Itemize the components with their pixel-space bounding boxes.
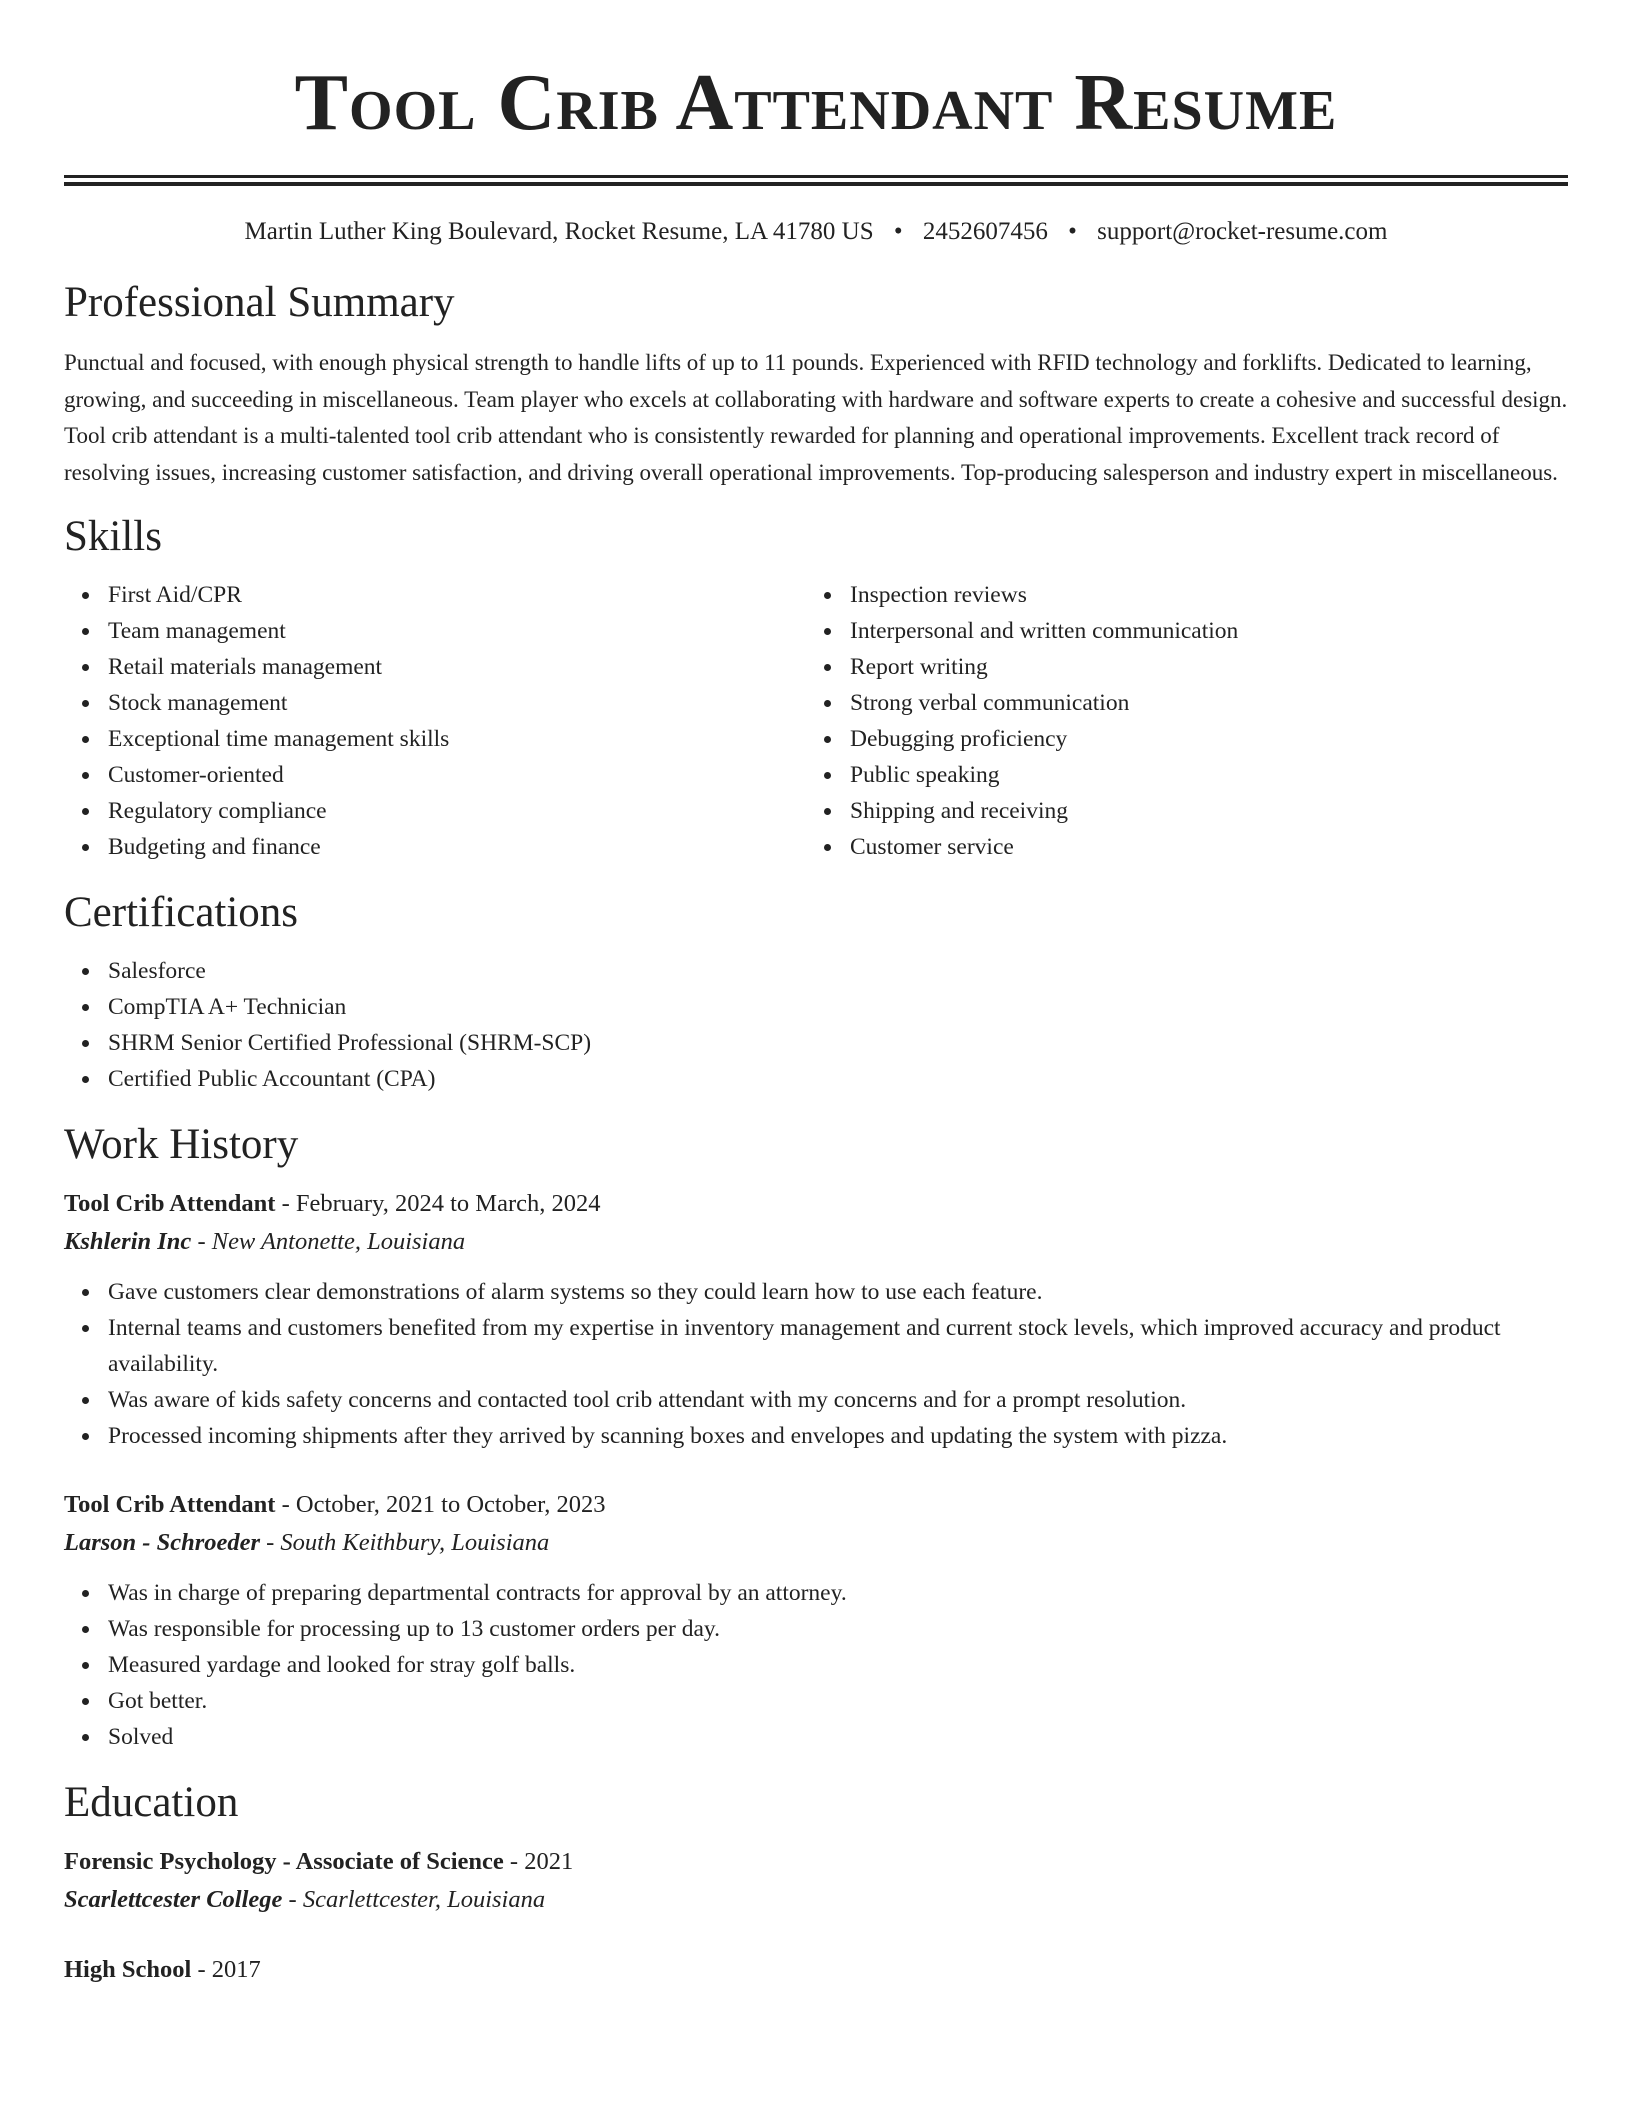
- employer-name: Kshlerin Inc: [64, 1228, 192, 1255]
- job-bullet: Internal teams and customers benefited from my expertise in inventory management and current stock levels, which improved accuracy and product availability.: [64, 1310, 1568, 1382]
- certification-item: CompTIA A+ Technician: [64, 989, 1568, 1025]
- summary-text: Punctual and focused, with enough physical strength to handle lifts of up to 11 pounds. Experienced with RFID technology and forklifts. Dedicated to learning, growing, and succeeding in miscellaneous. Team player who excels at collaborating with hardware and software experts to create a cohesive and successful design. Tool crib attendant is a multi-talented tool crib attendant who is consistently rewarded for planning and operational improvements. Excellent track record of resolving issues, increasing customer satisfaction, and driving overall operational improvements. Top-producing salesperson and industry expert in miscellaneous.: [64, 350, 1568, 485]
- degree-line: [64, 1951, 1568, 1989]
- certification-item: Salesforce: [64, 953, 1568, 989]
- job-bullet: Was aware of kids safety concerns and contacted tool crib attendant with my concerns and for a prompt resolution.: [64, 1382, 1568, 1418]
- degree-name: Forensic Psychology - Associate of Science: [64, 1848, 504, 1875]
- job-dates: - February, 2024 to March, 2024: [275, 1190, 601, 1217]
- employer-location: - South Keithbury, Louisiana: [260, 1529, 550, 1556]
- contact-phone: 2452607456: [922, 218, 1048, 245]
- employer-line: [64, 1223, 1568, 1261]
- job-title: Tool Crib Attendant: [64, 1190, 276, 1217]
- summary-heading: Professional Summary: [64, 279, 455, 326]
- certifications-heading: Certifications: [64, 889, 299, 936]
- degree-year: - 2021: [503, 1848, 574, 1875]
- skill-item: Strong verbal communication: [806, 685, 1548, 721]
- school-name: Scarlettcester College: [64, 1886, 283, 1913]
- certification-item: SHRM Senior Certified Professional (SHRM-SCP): [64, 1025, 1568, 1061]
- certifications-list: [64, 953, 1568, 1097]
- school-location: - Scarlettcester, Louisiana: [282, 1886, 546, 1913]
- job-bullet: Measured yardage and looked for stray golf balls.: [64, 1647, 1568, 1683]
- skills-grid: [64, 577, 1568, 865]
- skill-item: Regulatory compliance: [64, 793, 806, 829]
- skill-item: Budgeting and finance: [64, 829, 806, 865]
- job-bullet: Was in charge of preparing departmental contracts for approval by an attorney.: [64, 1575, 1568, 1611]
- job-bullet: Processed incoming shipments after they arrived by scanning boxes and envelopes and updating the system with pizza.: [64, 1418, 1568, 1454]
- employer-line: [64, 1524, 1568, 1562]
- job-bullets: [64, 1274, 1568, 1454]
- skills-list-right: [806, 577, 1548, 865]
- skill-item: Stock management: [64, 685, 806, 721]
- contact-separator: •: [1068, 218, 1077, 245]
- work-history-heading: Work History: [64, 1121, 299, 1168]
- education-entry: [64, 1951, 1568, 1989]
- job-bullets: [64, 1575, 1568, 1755]
- skills-list-left: [64, 577, 806, 865]
- job-bullet: Gave customers clear demonstrations of alarm systems so they could learn how to use each feature.: [64, 1274, 1568, 1310]
- school-line: [64, 1881, 1568, 1919]
- job-title-line: [64, 1486, 1568, 1524]
- skill-item: First Aid/CPR: [64, 577, 806, 613]
- education-entry: [64, 1843, 1568, 1919]
- degree-line: [64, 1843, 1568, 1881]
- job-bullet: Got better.: [64, 1683, 1568, 1719]
- skill-item: Retail materials management: [64, 649, 806, 685]
- skill-item: Customer-oriented: [64, 757, 806, 793]
- job-title: Tool Crib Attendant: [64, 1491, 276, 1518]
- skill-item: Inspection reviews: [806, 577, 1548, 613]
- skill-item: Shipping and receiving: [806, 793, 1548, 829]
- resume-title: Tool Crib Attendant Resume: [294, 59, 1338, 147]
- contact-line: [64, 216, 1568, 248]
- skill-item: Customer service: [806, 829, 1548, 865]
- education-heading: Education: [64, 1779, 239, 1826]
- skill-item: Exceptional time management skills: [64, 721, 806, 757]
- job-title-line: [64, 1185, 1568, 1223]
- skill-item: Team management: [64, 613, 806, 649]
- skill-item: Interpersonal and written communication: [806, 613, 1548, 649]
- degree-name: High School: [64, 1956, 192, 1983]
- job-entry: [64, 1185, 1568, 1454]
- job-bullet: Solved: [64, 1719, 1568, 1755]
- skill-item: Debugging proficiency: [806, 721, 1548, 757]
- contact-email: support@rocket-resume.com: [1097, 218, 1388, 245]
- contact-address: Martin Luther King Boulevard, Rocket Resume, LA 41780 US: [244, 218, 874, 245]
- job-bullet: Was responsible for processing up to 13 customer orders per day.: [64, 1611, 1568, 1647]
- employer-name: Larson - Schroeder: [64, 1529, 261, 1556]
- title-double-rule: [64, 175, 1568, 178]
- certification-item: Certified Public Accountant (CPA): [64, 1061, 1568, 1097]
- employer-location: - New Antonette, Louisiana: [191, 1228, 466, 1255]
- contact-separator: •: [893, 218, 903, 245]
- job-dates: - October, 2021 to October, 2023: [275, 1491, 606, 1518]
- skills-heading: Skills: [64, 513, 162, 560]
- degree-year: - 2017: [191, 1956, 261, 1983]
- skill-item: Report writing: [806, 649, 1548, 685]
- skill-item: Public speaking: [806, 757, 1548, 793]
- job-entry: [64, 1486, 1568, 1755]
